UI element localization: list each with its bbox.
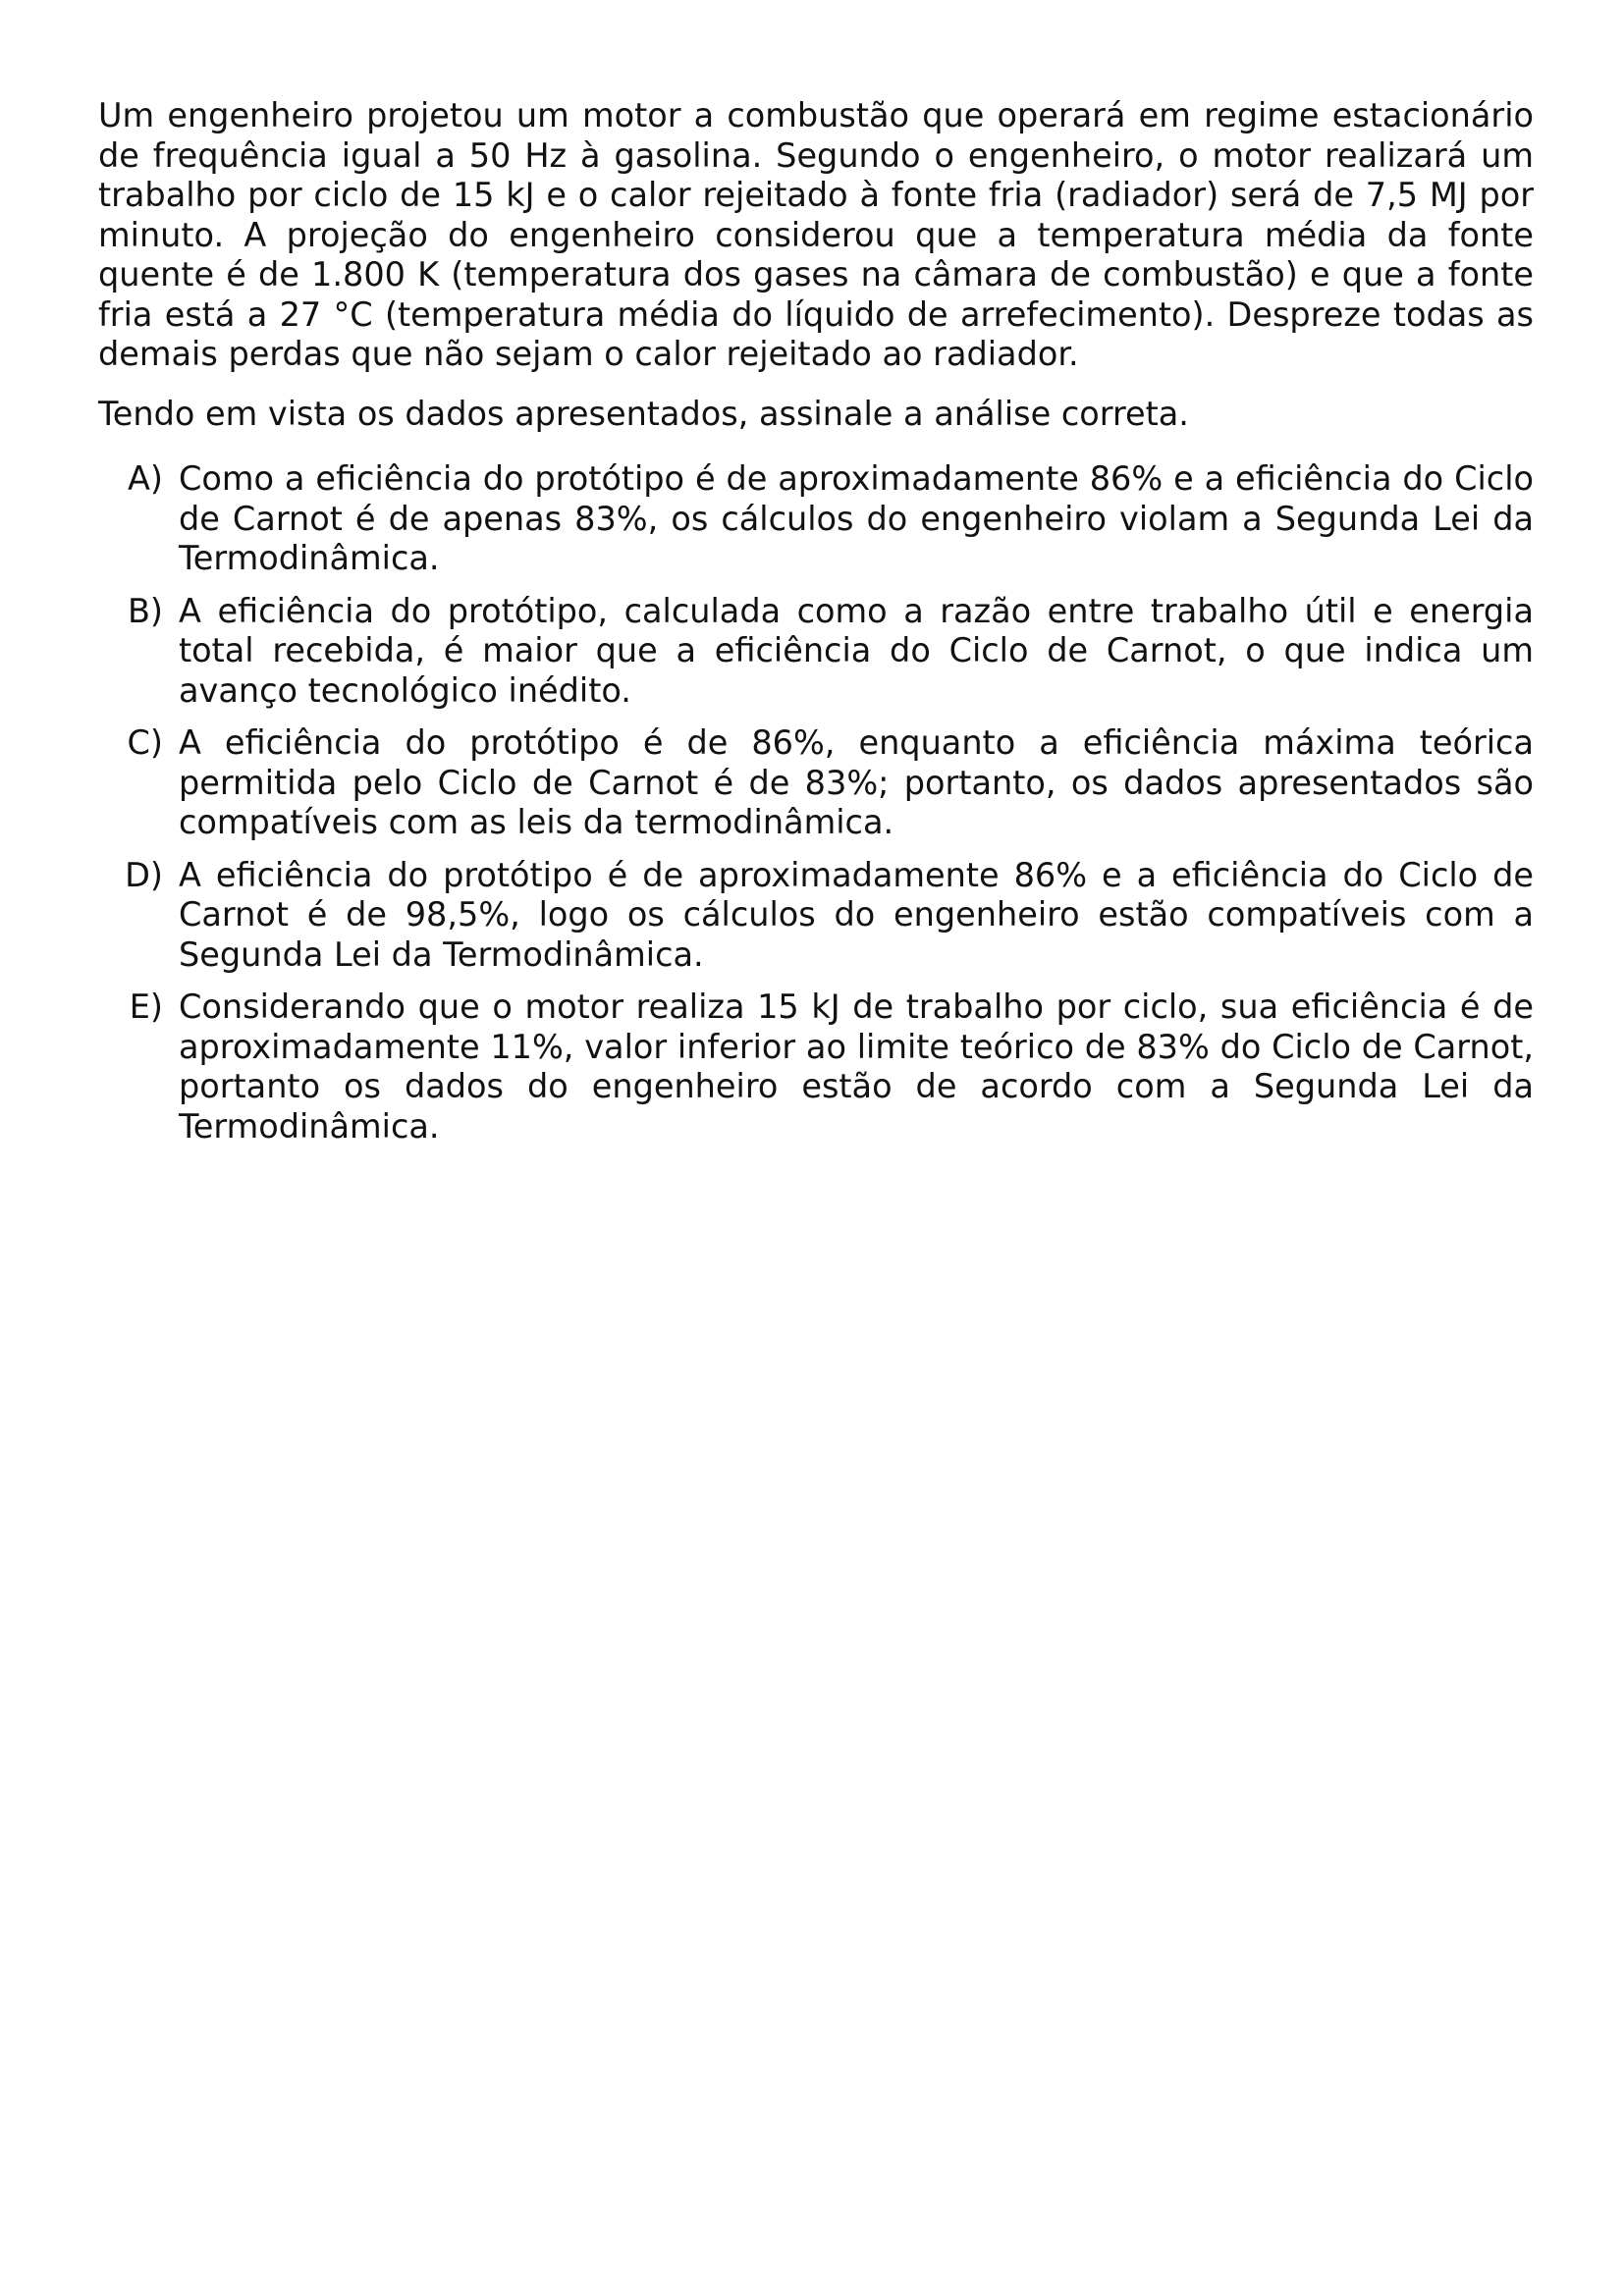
option-letter: D)	[125, 855, 163, 894]
option-e[interactable]	[98, 988, 1534, 1147]
option-text: Considerando que o motor realiza 15 kJ de trabalho por ciclo, sua eficiência é de aproximadamente 11%, valor inferior ao limite teórico de 83% do Ciclo de Carnot, portanto os dados do engenheiro estão de acordo com a Segunda Lei da Termodinâmica.	[179, 988, 1534, 1146]
option-text: A eficiência do protótipo, calculada como a razão entre trabalho útil e energia total recebida, é maior que a eficiência do Ciclo de Carnot, o que indica um avanço tecnológico inédito.	[179, 591, 1534, 710]
question-statement: Um engenheiro projetou um motor a combustão que operará em regime estacionário de frequência igual a 50 Hz à gasolina. Segundo o engenheiro, o motor realizará um trabalho por ciclo de 15 kJ e o calor rejeitado à fonte fria (radiador) será de 7,5 MJ por minuto. A projeção do engenheiro considerou que a temperatura média da fonte quente é de 1.800 K (temperatura dos gases na câmara de combustão) e que a fonte fria está a 27 °C (temperatura média do líquido de arrefecimento). Despreze todas as demais perdas que não sejam o calor rejeitado ao radiador.	[98, 96, 1534, 373]
option-d[interactable]	[98, 856, 1534, 976]
option-c[interactable]	[98, 723, 1534, 843]
question-page	[98, 96, 1534, 1159]
option-text: A eficiência do protótipo é de 86%, enquanto a eficiência máxima teórica permitida pelo Ciclo de Carnot é de 83%; portanto, os dados apresentados são compatíveis com as leis da termodinâmica.	[179, 723, 1534, 841]
question-stem: Tendo em vista os dados apresentados, assinale a análise correta.	[98, 394, 1189, 433]
option-text: Como a eficiência do protótipo é de aproximadamente 86% e a eficiência do Ciclo de Carnot é de apenas 83%, os cálculos do engenheiro violam a Segunda Lei da Termodinâmica.	[179, 459, 1534, 577]
option-letter: C)	[127, 723, 163, 762]
option-letter: A)	[128, 459, 163, 498]
option-text: A eficiência do protótipo é de aproximadamente 86% e a eficiência do Ciclo de Carnot é de 98,5%, logo os cálculos do engenheiro estão compatíveis com a Segunda Lei da Termodinâmica.	[179, 855, 1534, 974]
option-a[interactable]	[98, 459, 1534, 579]
answer-options	[98, 459, 1534, 1147]
option-b[interactable]	[98, 592, 1534, 712]
option-letter: E)	[129, 988, 163, 1026]
option-letter: B)	[127, 591, 163, 630]
